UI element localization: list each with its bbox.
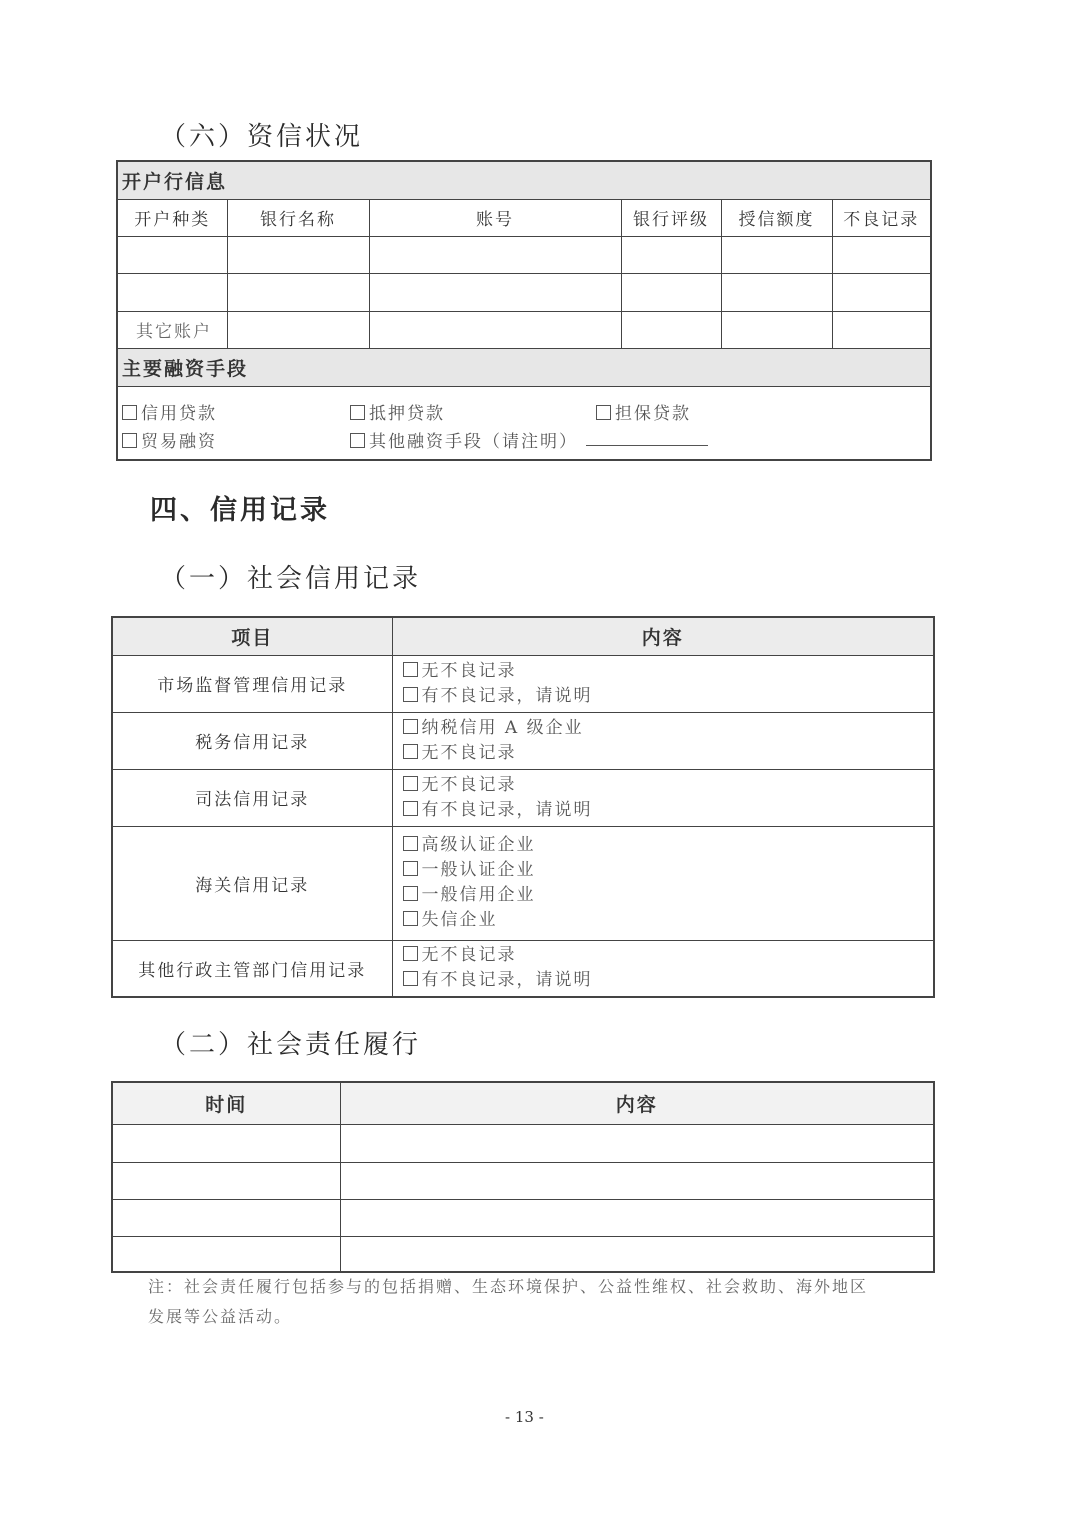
checkbox-icon[interactable]: [403, 946, 418, 961]
social-credit-table: [111, 616, 935, 998]
form-cell[interactable]: [117, 236, 227, 273]
checkbox-icon[interactable]: [403, 836, 418, 851]
section4-title: 四、信用记录: [150, 495, 330, 526]
form-cell[interactable]: [621, 236, 721, 273]
credit-status-table: [116, 160, 932, 461]
form-cell[interactable]: [621, 273, 721, 311]
form-cell[interactable]: [721, 273, 832, 311]
checkbox-icon[interactable]: [350, 433, 365, 448]
credit-status-title: （六）资信状况: [160, 122, 364, 152]
form-cell[interactable]: [112, 1162, 340, 1199]
col-bank-name: 银行名称: [227, 199, 369, 236]
table-row: [117, 236, 931, 273]
table-row: [112, 1199, 934, 1236]
form-cell[interactable]: [227, 311, 369, 348]
table-row: [112, 1124, 934, 1162]
col-account-number: 账号: [369, 199, 621, 236]
social-responsibility-table: [111, 1081, 935, 1273]
col-item: 项目: [112, 617, 392, 655]
checkbox-icon[interactable]: [403, 744, 418, 759]
checkbox-option[interactable]: 高级认证企业: [403, 833, 934, 858]
checkbox-icon[interactable]: [403, 801, 418, 816]
form-cell[interactable]: [721, 311, 832, 348]
form-cell[interactable]: [340, 1199, 934, 1236]
form-cell[interactable]: [112, 1199, 340, 1236]
checkbox-icon[interactable]: [403, 719, 418, 734]
page-number: - 13 -: [505, 1408, 544, 1426]
financing-option-guarantee-loan[interactable]: 担保贷款: [596, 399, 691, 424]
checkbox-option[interactable]: 无不良记录: [403, 659, 934, 684]
credit-item-customs: 海关信用记录: [112, 826, 392, 940]
form-cell[interactable]: [369, 236, 621, 273]
social-credit-title: （一）社会信用记录: [160, 564, 422, 594]
checkbox-option[interactable]: 无不良记录: [403, 741, 934, 766]
other-financing-fill-line[interactable]: [586, 445, 708, 446]
checkbox-icon[interactable]: [403, 886, 418, 901]
checkbox-icon[interactable]: [350, 405, 365, 420]
financing-option-mortgage-loan[interactable]: 抵押贷款: [350, 399, 445, 424]
form-cell[interactable]: [227, 236, 369, 273]
table-row: [117, 311, 931, 348]
social-responsibility-title: （二）社会责任履行: [160, 1030, 422, 1060]
col-content: 内容: [340, 1082, 934, 1124]
table-row: [112, 655, 934, 712]
col-account-type: 开户种类: [117, 199, 227, 236]
form-cell[interactable]: [369, 273, 621, 311]
col-bank-rating: 银行评级: [621, 199, 721, 236]
form-cell[interactable]: [621, 311, 721, 348]
credit-item-judicial: 司法信用记录: [112, 769, 392, 826]
checkbox-icon[interactable]: [403, 776, 418, 791]
checkbox-option[interactable]: 有不良记录，请说明: [403, 968, 934, 993]
checkbox-icon[interactable]: [596, 405, 611, 420]
credit-item-other-admin: 其他行政主管部门信用记录: [112, 940, 392, 997]
form-cell[interactable]: [832, 236, 931, 273]
table-row: [112, 826, 934, 940]
credit-item-market-supervision: 市场监督管理信用记录: [112, 655, 392, 712]
checkbox-icon[interactable]: [122, 405, 137, 420]
checkbox-icon[interactable]: [403, 687, 418, 702]
checkbox-option[interactable]: 有不良记录，请说明: [403, 684, 934, 709]
form-cell[interactable]: [832, 311, 931, 348]
form-cell[interactable]: [721, 236, 832, 273]
col-time: 时间: [112, 1082, 340, 1124]
form-cell[interactable]: [340, 1124, 934, 1162]
checkbox-option[interactable]: 一般认证企业: [403, 858, 934, 883]
financing-section-label: 主要融资手段: [117, 348, 931, 386]
table-row: [117, 273, 931, 311]
checkbox-option[interactable]: 无不良记录: [403, 943, 934, 968]
checkbox-icon[interactable]: [122, 433, 137, 448]
table-row: [112, 712, 934, 769]
form-cell[interactable]: [832, 273, 931, 311]
form-cell[interactable]: [340, 1236, 934, 1272]
checkbox-option[interactable]: 一般信用企业: [403, 883, 934, 908]
col-credit-limit: 授信额度: [721, 199, 832, 236]
financing-option-other[interactable]: 其他融资手段（请注明）: [350, 427, 578, 452]
checkbox-option[interactable]: 无不良记录: [403, 773, 934, 798]
table-row: [112, 940, 934, 997]
checkbox-icon[interactable]: [403, 911, 418, 926]
form-cell[interactable]: [112, 1124, 340, 1162]
col-bad-record: 不良记录: [832, 199, 931, 236]
bank-info-section-label: 开户行信息: [117, 161, 931, 199]
form-cell[interactable]: [340, 1162, 934, 1199]
financing-option-credit-loan[interactable]: 信用贷款: [122, 399, 217, 424]
financing-options: [118, 387, 930, 459]
checkbox-icon[interactable]: [403, 861, 418, 876]
checkbox-option[interactable]: 纳税信用 A 级企业: [403, 716, 934, 741]
form-cell[interactable]: [369, 311, 621, 348]
checkbox-option[interactable]: 有不良记录，请说明: [403, 798, 934, 823]
checkbox-option[interactable]: 失信企业: [403, 908, 934, 933]
form-cell[interactable]: [117, 273, 227, 311]
footnote: 注：社会责任履行包括参与的包括捐赠、生态环境保护、公益性维权、社会救助、海外地区 发展等公益活动。: [148, 1277, 869, 1326]
table-row: [112, 769, 934, 826]
table-row: [112, 1162, 934, 1199]
form-cell[interactable]: [227, 273, 369, 311]
table-row: [112, 1236, 934, 1272]
financing-option-trade-finance[interactable]: 贸易融资: [122, 427, 217, 452]
checkbox-icon[interactable]: [403, 662, 418, 677]
other-account-label: 其它账户: [117, 311, 227, 348]
form-cell[interactable]: [112, 1236, 340, 1272]
credit-item-tax: 税务信用记录: [112, 712, 392, 769]
col-content: 内容: [392, 617, 934, 655]
checkbox-icon[interactable]: [403, 971, 418, 986]
